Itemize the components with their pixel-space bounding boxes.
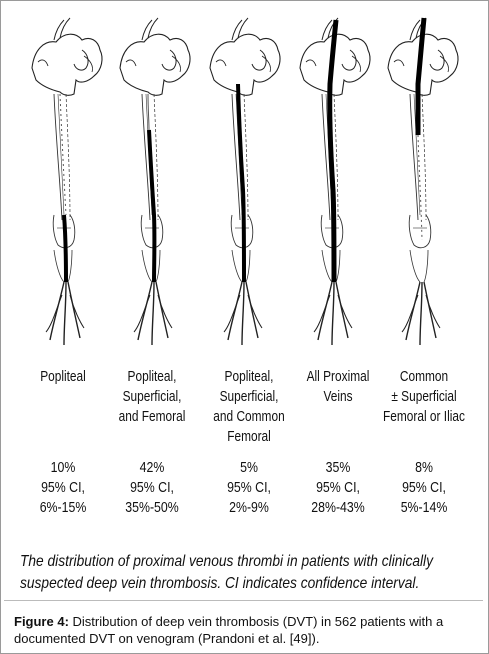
panel-label-common-femoral-iliac: Common ± Superficial Femoral or Iliac	[383, 369, 465, 425]
figure-caption-label: Figure 4:	[14, 614, 69, 629]
venogram-common-femoral-iliac	[388, 18, 458, 345]
panel-label-popliteal: Popliteal	[40, 369, 86, 385]
panel-stat-popliteal: 10% 95% CI, 6%-15%	[39, 460, 87, 516]
panel-stat-popliteal-superficial-femoral: 42% 95% CI, 35%-50%	[125, 460, 179, 516]
venogram-all-proximal	[300, 18, 370, 345]
panel-label-all-proximal: All Proximal Veins	[306, 369, 370, 405]
venogram-illustrations	[14, 10, 474, 360]
venogram-popliteal-superficial-femoral	[120, 18, 190, 345]
figure-caption	[14, 613, 484, 647]
panel-label-popliteal-superficial-femoral: Popliteal, Superficial, and Femoral	[118, 369, 186, 425]
panel-stat-popliteal-superficial-common-femoral: 5% 95% CI, 2%-9%	[227, 460, 271, 516]
venogram-popliteal-superficial-common-femoral	[210, 18, 280, 345]
figure-caption-text: Distribution of deep vein thrombosis (DVT) in 562 patients with a documented DVT on venogram (Prandoni et al. [49]).	[14, 614, 444, 646]
caption-divider	[4, 600, 483, 601]
panel-label-popliteal-superficial-common-femoral: Popliteal, Superficial, and Common Femoral	[213, 369, 285, 445]
panel-stat-all-proximal: 35% 95% CI, 28%-43%	[311, 460, 365, 516]
figure-inner-caption: The distribution of proximal venous thrombi in patients with clinically suspected deep vein thrombosis. CI indicates confidence interval.	[20, 553, 433, 592]
venogram-popliteal	[32, 18, 102, 345]
panel-stat-common-femoral-iliac: 8% 95% CI, 5%-14%	[400, 460, 448, 516]
